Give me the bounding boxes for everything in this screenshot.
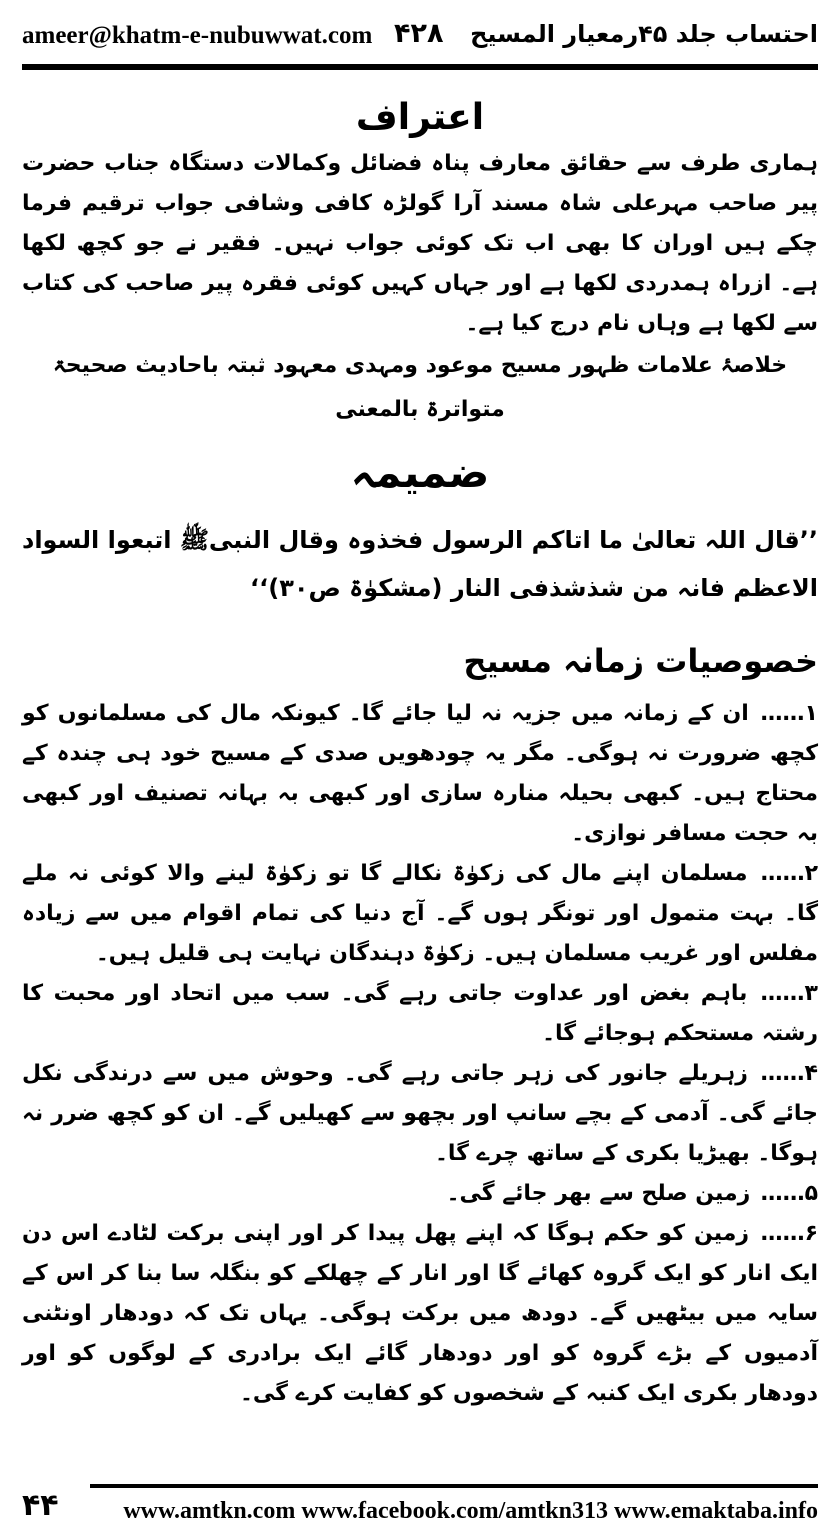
- list-item: [22, 854, 818, 974]
- summary-subheading: خلاصۂ علامات ظہور مسیح موعود ومہدی معہود ثبتہ باحادیث صحیحۃ متواترۃ بالمعنی: [52, 353, 788, 422]
- hadith-quote: ’’قال اللہ تعالیٰ ما اتاکم الرسول فخذوہ وقال النبیﷺ اتبعوا السواد الاعظم فانہ من شذشذفی النار (مشکوٰۃ ص۳۰)‘‘: [22, 526, 818, 602]
- footer-rule: [90, 1484, 818, 1488]
- item-text: زمین صلح سے بھر جائے گی۔: [446, 1181, 751, 1206]
- page-content: [22, 92, 818, 1414]
- list-item: [22, 1174, 818, 1214]
- section-heading-characteristics: خصوصیات زمانہ مسیح: [463, 642, 818, 680]
- section-heading-appendix: ضمیمہ: [350, 448, 490, 497]
- section-heading-confession: اعتراف: [355, 97, 485, 138]
- header-page-number: ۴۲۸: [394, 18, 444, 49]
- item-number: ۶……: [760, 1221, 818, 1246]
- header-email: ameer@khatm-e-nubuwwat.com: [22, 22, 373, 49]
- item-text: مسلمان اپنے مال کی زکوٰۃ نکالے گا تو زکوٰۃ لینے والا کوئی نہ ملے گا۔ بہت متمول اور تونگر ہوں گے۔ آج دنیا کی تمام اقوام میں سے زیادہ مفلس اور غریب مسلمان ہیں۔ زکوٰۃ دہندگان نہایت ہی قلیل ہیں۔: [22, 861, 818, 966]
- item-text: زہریلے جانور کی زہر جاتی رہے گی۔ وحوش میں سے درندگی نکل جائے گی۔ آدمی کے بچے سانپ اور بچھو سے کھیلیں گے۔ ان کو کچھ ضرر نہ ہوگا۔ بھیڑیا بکری کے ساتھ چرے گا۔: [22, 1061, 818, 1166]
- item-number: ۴……: [760, 1061, 818, 1086]
- footer-links: www.amtkn.com www.facebook.com/amtkn313 www.emaktaba.info: [123, 1498, 818, 1524]
- item-number: ۳……: [760, 981, 818, 1006]
- list-item: [22, 1054, 818, 1174]
- header-book-title: احتساب جلد ۴۵رمعیار المسیح: [470, 20, 818, 48]
- item-text: ان کے زمانہ میں جزیہ نہ لیا جائے گا۔ کیونکہ مال کی مسلمانوں کو کچھ ضرورت نہ ہوگی۔ مگر یہ چودھویں صدی کے مسیح خود ہی چندہ کے محتاج ہیں۔ کبھی بحیلہ منارہ سازی اور کبھی بہ بہانہ تصنیف اور کبھی بہ حجت مسافر نوازی۔: [22, 701, 818, 846]
- list-item: [22, 1214, 818, 1414]
- confession-paragraph: ہماری طرف سے حقائق معارف پناہ فضائل وکمالات دستگاہ جناب حضرت پیر صاحب مہرعلی شاہ مسند آرا گولڑہ کافی وشافی جواب ترقیم فرما چکے ہیں اوران کا بھی اب تک کوئی جواب نہیں۔ فقیر نے جو کچھ لکھا ہے۔ ازراہ ہمدردی لکھا ہے اور جہاں کہیں کوئی فقرہ پیر صاحب کی کتاب سے لکھا ہے وہاں نام درج کیا ہے۔: [22, 151, 818, 336]
- item-text: باہم بغض اور عداوت جاتی رہے گی۔ سب میں اتحاد اور محبت کا رشتہ مستحکم ہوجائے گا۔: [22, 981, 818, 1046]
- page-footer: [22, 1488, 818, 1530]
- item-number: ۲……: [760, 861, 818, 886]
- page-header: [22, 14, 818, 58]
- item-number: ۵……: [760, 1181, 818, 1206]
- list-item: [22, 974, 818, 1054]
- list-item: [22, 694, 818, 854]
- footer-page-number: ۴۴: [22, 1488, 59, 1523]
- header-rule: [22, 64, 818, 70]
- item-text: زمین کو حکم ہوگا کہ اپنے پھل پیدا کر اور اپنی برکت لٹادے اس دن ایک انار کو ایک گروہ کھائے گا اور انار کے چھلکے کو بنگلہ سا بنا کر اس کے سایہ میں بیٹھیں گے۔ دودھ میں برکت ہوگی۔ یہاں تک کہ دودھار اونٹنی آدمیوں کے بڑے گروہ کو اور دودھار گائے ایک برادری کے لوگوں کو اور دودھار بکری ایک کنبہ کے شخصوں کو کفایت کرے گی۔: [22, 1221, 818, 1406]
- item-number: ۱……: [760, 701, 818, 726]
